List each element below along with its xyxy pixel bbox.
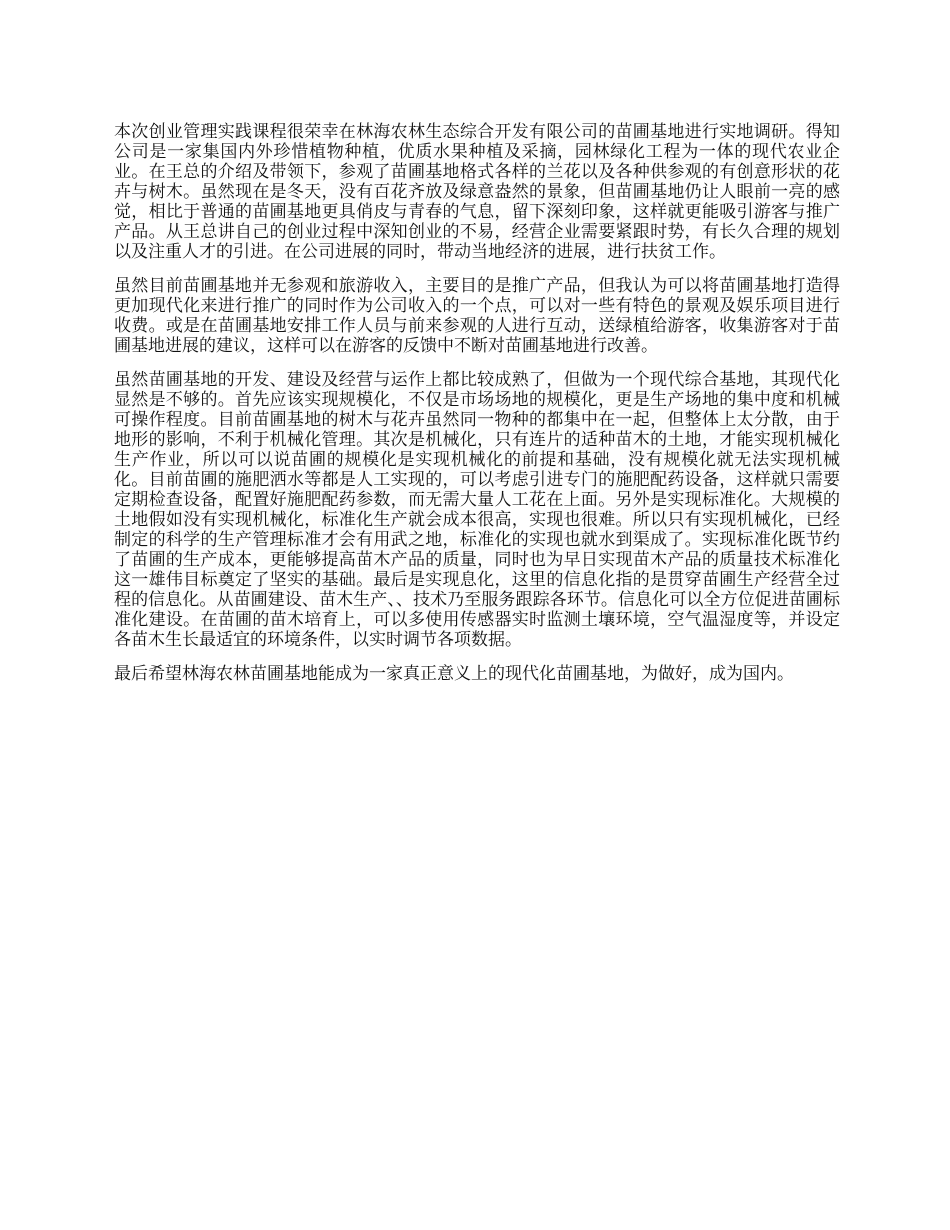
paragraph-1: 本次创业管理实践课程很荣幸在林海农林生态综合开发有限公司的苗圃基地进行实地调研。得知公司是一家集国内外珍惜植物种植，优质水果种植及采摘，园林绿化工程为一体的现代农业企业。在王总的介绍及带领下，参观了苗圃基地格式各样的兰花以及各种供参观的有创意形状的花卉与树木。虽然现在是冬天，没有百花齐放及绿意盎然的景象，但苗圃基地仍让人眼前一亮的感觉，相比于普通的苗圃基地更具俏皮与青春的气息，留下深刻印象，这样就更能吸引游客与推广产品。从王总讲自己的创业过程中深知创业的不易，经营企业需要紧跟时势，有长久合理的规划以及注重人才的引进。在公司进展的同时，带动当地经济的进展，进行扶贫工作。	[114, 122, 840, 262]
paragraph-4: 最后希望林海农林苗圃基地能成为一家真正意义上的现代化苗圃基地，为做好，成为国内。	[114, 664, 794, 684]
paragraph-3: 虽然苗圃基地的开发、建设及经营与运作上都比较成熟了，但做为一个现代综合基地，其现代化显然是不够的。首先应该实现规模化，不仅是市场场地的规模化，更是生产场地的集中度和机械可操作程度。目前苗圃基地的树木与花卉虽然同一物种的都集中在一起，但整体上太分散，由于地形的影响，不利于机械化管理。其次是机械化，只有连片的适种苗木的土地，才能实现机械化生产作业，所以可以说苗圃的规模化是实现机械化的前提和基础，没有规模化就无法实现机械化。目前苗圃的施肥洒水等都是人工实现的，可以考虑引进专门的施肥配药设备，这样就只需要定期检查设备，配置好施肥配药参数，而无需大量人工花在上面。另外是实现标准化。大规模的土地假如没有实现机械化，标准化生产就会成本很高，实现也很难。所以只有实现机械化，已经制定的科学的生产管理标准才会有用武之地，标准化的实现也就水到渠成了。实现标准化既节约了苗圃的生产成本，更能够提高苗木产品的质量，同时也为早日实现苗木产品的质量技术标准化这一雄伟目标奠定了坚实的基础。最后是实现息化，这里的信息化指的是贯穿苗圃生产经营全过程的信息化。从苗圃建设、苗木生产、、技术乃至服务跟踪各环节。信息化可以全方位促进苗圃标准化建设。在苗圃的苗木培育上，可以多使用传感器实时监测土壤环境，空气温湿度等，并设定各苗木生长最适宜的环境条件，以实时调节各项数据。	[114, 370, 840, 650]
document-body	[114, 122, 840, 698]
paragraph-2: 虽然目前苗圃基地并无参观和旅游收入，主要目的是推广产品，但我认为可以将苗圃基地打造得更加现代化来进行推广的同时作为公司收入的一个点，可以对一些有特色的景观及娱乐项目进行收费。或是在苗圃基地安排工作人员与前来参观的人进行互动，送绿植给游客，收集游客对于苗圃基地进展的建议，这样可以在游客的反馈中不断对苗圃基地进行改善。	[114, 276, 840, 356]
